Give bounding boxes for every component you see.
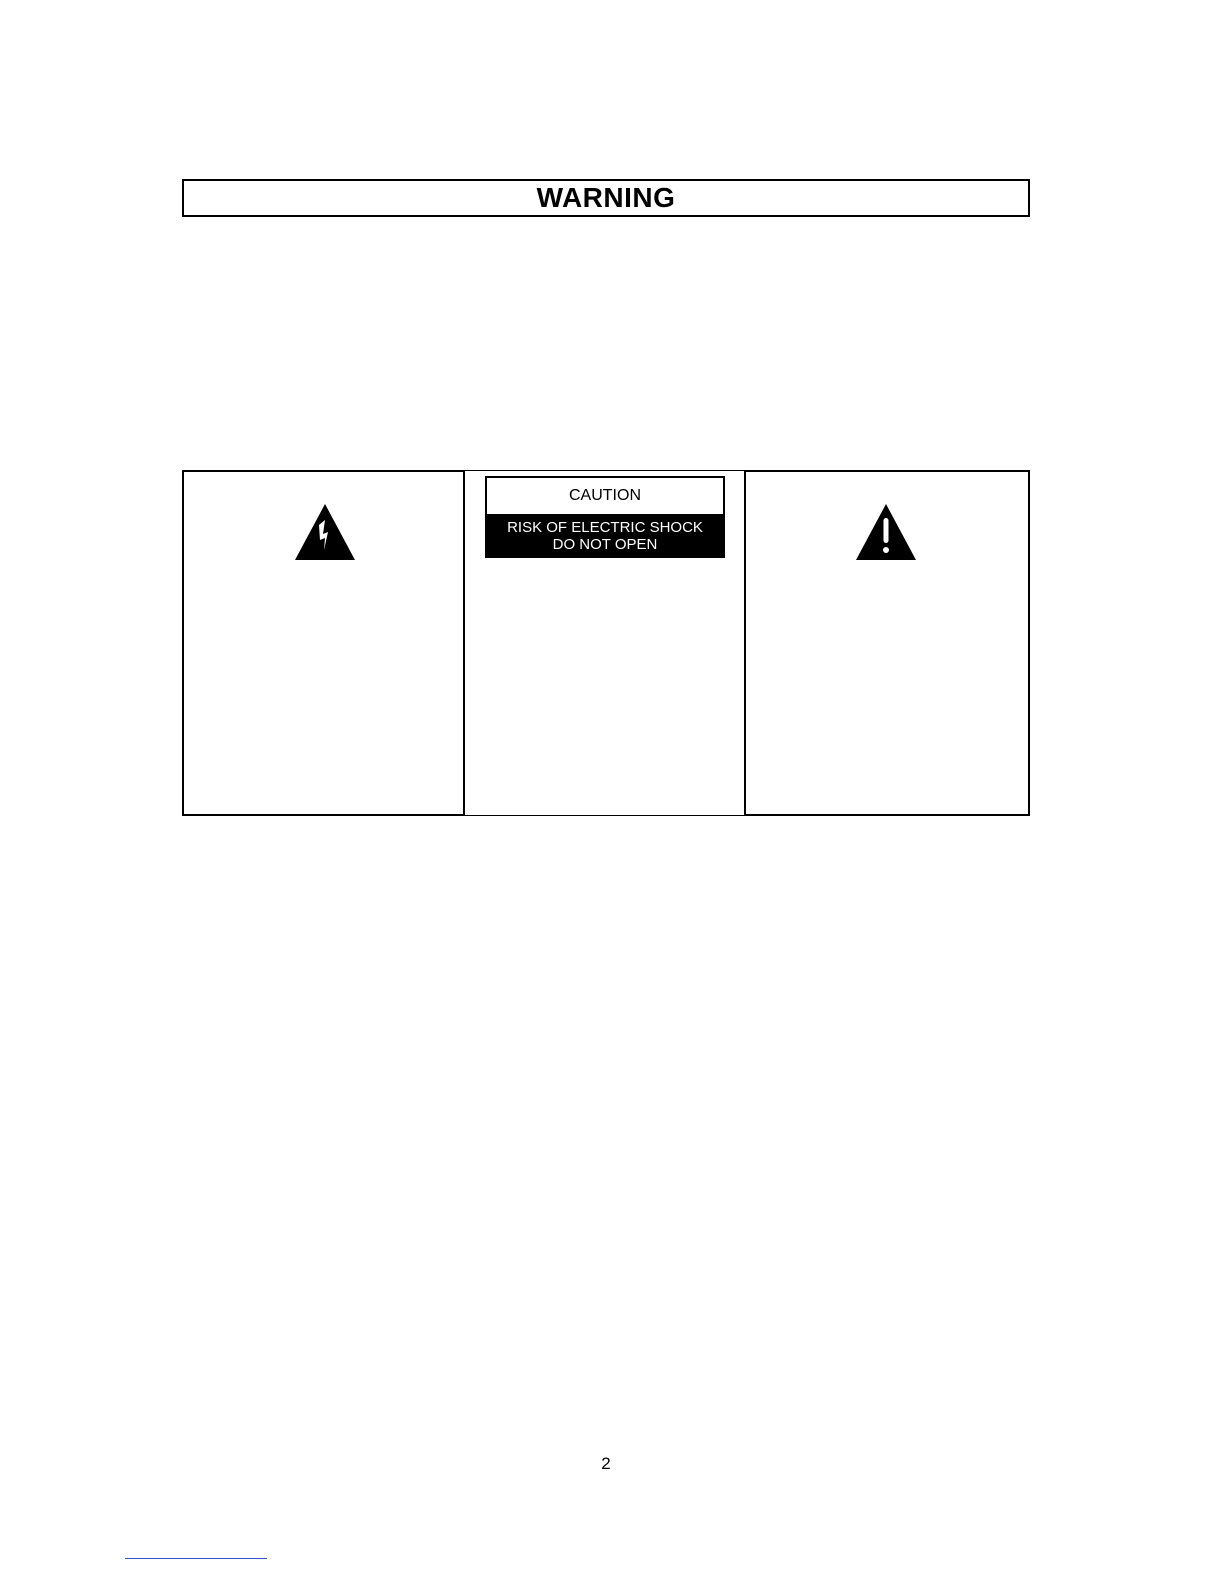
safety-symbol-panel xyxy=(182,470,1030,816)
lightning-symbol-column xyxy=(182,470,465,816)
caution-line-risk: RISK OF ELECTRIC SHOCK xyxy=(507,519,703,536)
caution-column xyxy=(465,470,745,816)
caution-line-do-not-open: DO NOT OPEN xyxy=(552,536,658,553)
warning-title: WARNING xyxy=(536,182,676,213)
page-number: 2 xyxy=(601,1454,611,1473)
exclamation-triangle-icon xyxy=(856,504,916,560)
warning-header-box xyxy=(182,179,1030,217)
caution-warning-band xyxy=(487,516,723,556)
footnote-rule xyxy=(125,1558,267,1559)
exclamation-symbol-column xyxy=(744,470,1030,816)
caution-label xyxy=(485,476,725,558)
lightning-triangle-icon xyxy=(295,504,355,560)
caution-heading: CAUTION xyxy=(487,478,723,516)
